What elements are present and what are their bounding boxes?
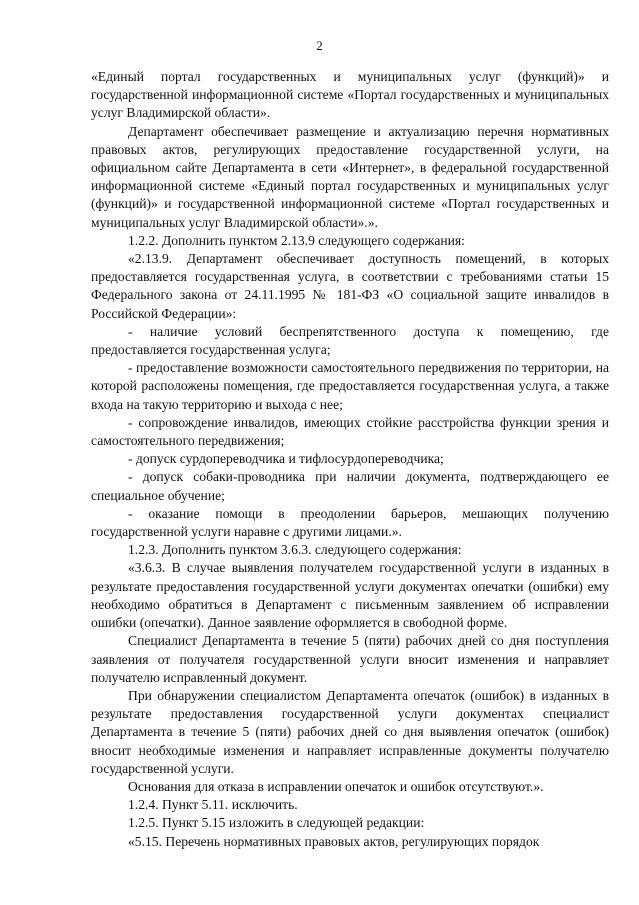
paragraph-error-detection: При обнаружении специалистом Департамента опечаток (ошибок) в изданных в результате предоставления государственной услуги документах специалист Департамента в течение 5 (пяти) рабочих дней со дня выявления опечаток (ошибок) вносит необходимые изменения и направляет исправленные документы получателю государственной услуги. — [91, 687, 609, 776]
paragraph-amendment-1-2-4: 1.2.4. Пункт 5.11. исключить. — [128, 797, 298, 813]
list-item-escort-visually-impaired: - сопровождение инвалидов, имеющих стойкие расстройства функции зрения и самостоятельного передвижения; — [91, 414, 609, 449]
document-body — [91, 68, 609, 851]
paragraph-amendment-1-2-2: 1.2.2. Дополнить пунктом 2.13.9 следующего содержания: — [128, 232, 465, 248]
page-number: 2 — [316, 38, 323, 53]
list-item-sign-language-interpreter: - допуск сурдопереводчика и тифлосурдопереводчика; — [128, 451, 444, 467]
list-item-guide-dog: - допуск собаки-проводника при наличии документа, подтверждающего ее специальное обучение; — [91, 469, 609, 503]
paragraph-clause-2-13-9: «2.13.9. Департамент обеспечивает доступность помещений, в которых предоставляется государственная услуга, в соответствии с требованиями статьи 15 Федерального закона от 24.11.1995 № 181-ФЗ «О социальной защите инвалидов в Российской Федерации»: — [91, 251, 609, 321]
paragraph-portal-continuation: «Единый портал государственных и муниципальных услуг (функций)» и государственной информационной системе «Портал государственных и муниципальных услуг Владимирской области». — [91, 69, 609, 121]
paragraph-no-refusal-grounds: Основания для отказа в исправлении опечаток и ошибок отсутствуют.». — [128, 778, 544, 794]
paragraph-department-publication: Департамент обеспечивает размещение и актуализацию перечня нормативных правовых актов, регулирующих предоставление государственной услуги, на официальном сайте Департамента в сети «Интернет», в федеральной государственной информационной системе «Единый портал государственных и муниципальных услуг (функций)» и государственной информационной системе «Портал государственных и муниципальных услуг Владимирской области».». — [91, 123, 609, 230]
list-item-barrier-assistance: - оказание помощи в преодолении барьеров, мешающих получению государственной услуги наравне с другими лицами.». — [91, 505, 609, 540]
paragraph-clause-5-15: «5.15. Перечень нормативных правовых актов, регулирующих порядок — [128, 833, 540, 849]
list-item-barrier-free-access: - наличие условий беспрепятственного доступа к помещению, где предоставляется государственная услуга; — [91, 323, 609, 358]
paragraph-amendment-1-2-5: 1.2.5. Пункт 5.15 изложить в следующей редакции: — [128, 815, 425, 831]
paragraph-amendment-1-2-3: 1.2.3. Дополнить пунктом 3.6.3. следующего содержания: — [128, 542, 462, 558]
list-item-independent-movement: - предоставление возможности самостоятельного передвижения по территории, на которой расположены помещения, где предоставляется государственная услуга, а также входа на такую территорию и выхода с нее; — [91, 360, 609, 412]
paragraph-specialist-correction: Специалист Департамента в течение 5 (пяти) рабочих дней со дня поступления заявления от получателя государственной услуги вносит изменения и направляет получателю исправленный документ. — [91, 633, 609, 685]
paragraph-clause-3-6-3: «3.6.3. В случае выявления получателем государственной услуги в изданных в результате предоставления государственной услуги документах опечатки (ошибки) ему необходимо обратиться в Департамент с письменным заявлением об исправлении ошибки (опечатки). Данное заявление оформляется в свободной форме. — [91, 560, 609, 631]
